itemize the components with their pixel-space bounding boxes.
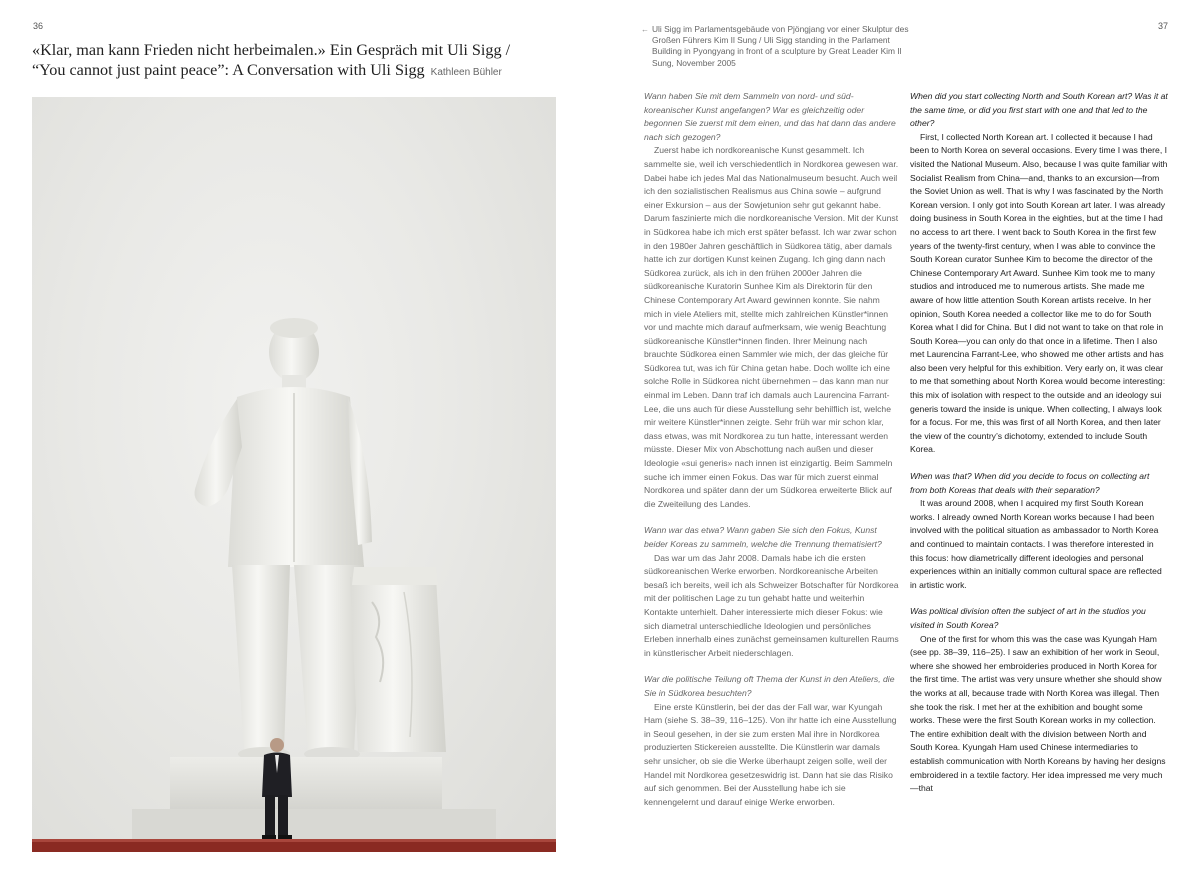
caption-text: Uli Sigg im Parlamentsgebäude von Pjöngjang vor einer Skulptur des Großen Führers Kim Il Sung / Uli Sigg standing in the Parlament Building in Pyongyang in front of a sculpture by Great Leader Kim Il Sung, November 2005: [652, 24, 909, 68]
german-question: Wann haben Sie mit dem Sammeln von nord- und südkoreanischer Kunst angefangen? War es gleichzeitig oder begonnen Sie zuerst mit dem einen, und das hat dann das andere nach sich gezogen?: [644, 91, 896, 142]
english-question: When did you start collecting North and South Korean art? Was it at the same time, or did you first start with one and that led to the other?: [910, 91, 1168, 129]
page-number-right: 37: [1157, 21, 1168, 31]
english-answer: First, I collected North Korean art. I collected it because I had been to North Korea on several occasions. Every time I was there, I visited the National Museum. Also, because I was quite familiar with Socialist Realism from China—and, thanks to an excursion—from the Soviet Union as well. That is why I was fascinated by the North Korean version. I only got into South Korean art later. I was already doing business in South Korea in the eighties, but at the time I had no access to art there. I went back to South Korea in the first few years of the twenty-first century, when I was able to convince the South Korean curator Sunhee Kim to become the director of the Chinese Contemporary Art Award. Sunhee Kim took me to many studios and introduced me to numerous artists. She made me aware of how little attention South Korean artists receive. In her opinion, South Korea needed a collector like me to do for South Korea what I did for China. But I did not want to take on that role in South Korea—you can only do that once in a lifetime. Then I also met Laurencina Farrant-Lee, who showed me other artists and has also been very helpful for this exhibition. Very early on, it was clear to me that something about North Korea would become interesting: this mix of isolation with respect to the outside and an ideology sui generis toward the inside is unique. When collecting, I always look for a focus. For me, this was first of all North Korea, and then later the view of the country’s dichotomy, extended to include South Korea.: [910, 131, 1168, 455]
english-question: Was political division often the subject of art in the studios you visited in South Korea?: [910, 606, 1146, 630]
page-number-left: 36: [33, 21, 44, 31]
english-question: When was that? When did you decide to focus on collecting art from both Koreas that deals with their separation?: [910, 471, 1150, 495]
english-answer: It was around 2008, when I acquired my first South Korean works. I already owned North Korean works because I had been involved with the political situation as ambassador to North Korea and continued to maintain contacts. I was therefore interested in this focus: how diametrically different ideologies and personal experiences within an initially common cultural space are reflected in artistic work.: [910, 498, 1162, 590]
caption-arrow-icon: ←: [641, 25, 649, 34]
article-title: [32, 40, 572, 83]
title-line-english: [32, 60, 572, 83]
english-answer: One of the first for whom this was the case was Kyungah Ham (see pp. 38–39, 116–25). I saw an exhibition of her work in Seoul, where she showed her embroideries produced in North Korea for the first time. The artist was very unsure whether she should show the works at all, because trade with North Korea was illegal. Then she took the risk. I met her at the exhibition and bought some works. These were the first South Korean works in my collection. The entire exhibition dealt with the division between North and South Korea. Kyungah Ham used Chinese intermediaries to establish communication with North Koreans by having her designs embroidered in a textile factory. Her idea impressed me very much—that: [910, 633, 1166, 794]
statue-photograph: [32, 97, 556, 852]
german-question: War die politische Teilung oft Thema der Kunst in den Ateliers, die Sie in Südkorea besuchten?: [644, 674, 895, 698]
title-line-german: «Klar, man kann Frieden nicht herbeimalen.» Ein Gespräch mit Uli Sigg /: [32, 41, 511, 59]
german-column: [644, 90, 899, 809]
right-page: [600, 0, 1200, 884]
title-line-english-text: “You cannot just paint peace”: A Conversation with Uli Sigg: [32, 61, 425, 79]
german-answer: Eine erste Künstlerin, bei der das der Fall war, war Kyungah Ham (siehe S. 38–39, 116–125). Von ihr hatte ich eine Ausstellung in Seoul gesehen, in der sie zum ersten Mal ihre in Nordkorea produzierten Stickereien ausstellte. Die Künstlerin war damals sehr unsicher, ob sie die Werke überhaupt zeigen solle, weil der Handel mit Nordkorea gesetzeswidrig ist. Dann hat sie das Risiko auf sich genommen. Bei der Ausstellung habe ich sie kennengelernt und darauf einige Werke erworben.: [644, 701, 897, 807]
german-answer: Das war um das Jahr 2008. Damals habe ich die ersten südkoreanischen Werke erworben. Nordkoreanische Arbeiten besaß ich bereits, weil ich als Schweizer Botschafter für Nordkorea mit der politischen Lage zu tun gehabt hatte und weiterhin Kontakte unterhielt. Daher interessierte mich dieser Fokus: wie sich diametral unterschiedliche Ideologien und persönliches Erleben innerhalb eines zunächst gemeinsamen kulturellen Raums in künstlerischer Arbeit niederschlagen.: [644, 552, 899, 658]
statue-illustration: [32, 97, 556, 852]
german-answer: Zuerst habe ich nordkoreanische Kunst gesammelt. Ich sammelte sie, weil ich verschiedentlich in Nordkorea gewesen war. Dabei habe ich jedes Mal das Nationalmuseum besucht. Auch weil ich den sozialistischen Realismus aus China sowie – aufgrund einer Exkursion – aus der Sowjetunion sehr gut gekannt habe. Darum faszinierte mich die nordkoreanische Version. Mit der Kunst in Südkorea habe ich mich erst später befasst. Ich war zwar schon in den 1980er Jahren geschäftlich in Südkorea tätig, aber damals hatte ich zur dortigen Kunst keinen Zugang. Ich ging dann nach Südkorea zurück, als ich in den frühen 2000er Jahren die südkoreanische Kuratorin Sunhee Kim als Direktorin für den Chinese Contemporary Art Award gewinnen konnte. Sie nahm mich in viele Ateliers mit, stellte mich zahlreichen Künstler*innen vor und machte mich darauf aufmerksam, wie wenig Beachtung südkoreanische Künstler*innen finden. Ihrer Meinung nach brauchte Südkorea einen Sammler wie mich, der das gleiche für Südkorea tut, was ich für China getan habe. Doch wollte ich eine solche Rolle in Südkorea nicht übernehmen – das kann man nur einmal im Leben. Dann traf ich damals auch Laurencina Farrant-Lee, die uns auch für diese Ausstellung sehr behilflich ist, welche mir weitere Künstler*innen zeigte. Sehr früh war mir schon klar, dass etwas, was mit Nordkorea zu tun hatte, interessant werden müsste. Dieser Mix von Abschottung nach außen und dieser Ideologie «sui generis» nach innen ist einzigartig. Beim Sammeln suche ich immer einen Fokus. Das war für mich zuerst einmal Nordkorea und später dann der um Südkorea erweiterte Blick auf die Zweiteilung des Landes.: [644, 145, 899, 509]
english-column: [910, 90, 1168, 796]
author-name: Kathleen Bühler: [430, 67, 502, 78]
german-question: Wann war das etwa? Wann gaben Sie sich den Fokus, Kunst beider Koreas zu sammeln, welche die Trennung thematisiert?: [644, 525, 882, 549]
photo-caption: [641, 24, 912, 69]
